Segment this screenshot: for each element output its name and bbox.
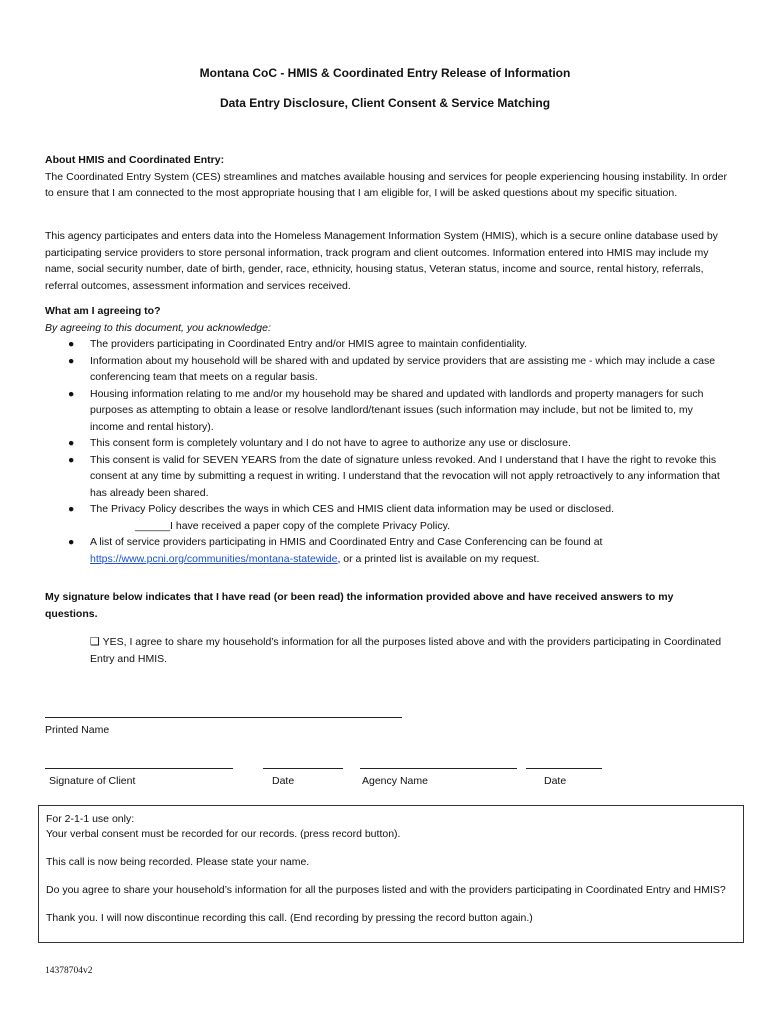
list-item: ● The providers participating in Coordinated Entry and/or HMIS agree to maintain confidentiality. (45, 336, 727, 353)
box-line-consent: Your verbal consent must be recorded for our records. (press record button). (46, 828, 401, 840)
bullet-icon: ● (68, 387, 75, 400)
date-label-1: Date (272, 775, 295, 787)
bullet-icon: ● (68, 536, 75, 548)
consent-text: YES, I agree to share my household’s information for all the purposes listed above and with the providers participating in Coordinated Entry and HMIS. (90, 636, 722, 665)
signature-statement: My signature below indicates that I have read (or been read) the information provided above and have received answers to my questions. (45, 591, 674, 620)
box-line-thanks: Thank you. I will now discontinue recording this call. (End recording by pressing the record button again.) (46, 912, 533, 924)
agency-name-label: Agency Name (362, 775, 428, 787)
about-paragraph-2: This agency participates and enters data into the Homeless Management Information System (HMIS), which is a secure online database used by participating service providers to store personal information, track program and client outcomes. Information entered into HMIS may include my name, social security number, date of birth, gender, race, ethnicity, housing status, Veteran status, income and source, rental history, referrals, referral outcomes, assessment information and services received. (45, 230, 718, 292)
list-item: ● This consent is valid for SEVEN YEARS from the date of signature unless revoked. And I understand that I have the right to revoke this consent at any time by submitting a request in writing. I understand that the revocation will not apply retroactively to any information that has already been shared. (68, 453, 720, 499)
two-one-one-box (38, 805, 744, 943)
consent-checkbox-row[interactable] (90, 634, 730, 667)
agree-section (45, 303, 727, 567)
box-line-recording: This call is now being recorded. Please state your name. (46, 856, 310, 868)
bullet-icon: ● (68, 354, 75, 367)
bullet-icon: ● (68, 453, 75, 466)
provider-list-link[interactable]: https://www.pcni.org/communities/montana-statewide (90, 552, 338, 565)
agree-intro: By agreeing to this document, you acknowledge: (45, 321, 271, 334)
list-item: ● This consent form is completely voluntary and I do not have to agree to authorize any use or disclosure. (45, 435, 727, 452)
document-title: Montana CoC - HMIS & Coordinated Entry Release of Information (199, 66, 571, 80)
signature-label: Signature of Client (49, 775, 136, 787)
signature-line[interactable] (45, 768, 233, 769)
about-section (45, 152, 727, 202)
bullet-icon: ● (68, 437, 75, 449)
bullet-icon: ● (68, 503, 75, 515)
date-line-2[interactable] (526, 768, 602, 769)
about-paragraph-1: The Coordinated Entry System (CES) streamlines and matches available housing and services for people experiencing housing instability. In order to ensure that I am connected to the most appropriate housing that I am eligible for, I will be asked questions about my specific situation. (45, 170, 727, 199)
list-item: ● Housing information relating to me and/or my household may be shared and updated with landlords and property managers for such purposes as attempting to obtain a lease or resolve landlord/tenant issues (such information may include, but not be limited to, my income and rental history). (68, 387, 704, 433)
about-heading: About HMIS and Coordinated Entry: (45, 154, 225, 166)
box-line-question: Do you agree to share your household’s information for all the purposes listed and with the providers participating in Coordinated Entry and HMIS? (46, 884, 726, 896)
checkbox-icon[interactable]: ❑ (90, 636, 100, 648)
date-label-2: Date (544, 775, 567, 787)
agency-name-line[interactable] (360, 768, 517, 769)
agree-heading: What am I agreeing to? (45, 305, 161, 317)
document-id: 14378704v2 (45, 966, 93, 976)
list-item: ● The Privacy Policy describes the ways in which CES and HMIS client data information may be used or disclosed. (45, 501, 727, 518)
acknowledgement-list (45, 336, 727, 567)
box-heading: For 2-1-1 use only: (46, 813, 135, 825)
list-item: ● Information about my household will be shared with and updated by service providers that are assisting me - which may include a case conferencing team that meets on a regular basis. (68, 354, 716, 383)
printed-name-label: Printed Name (45, 724, 110, 736)
printed-name-line[interactable] (45, 717, 402, 718)
list-item: ● A list of service providers participating in HMIS and Coordinated Entry and Case Conferencing can be found at https://www.pcni.org/communities/montana-statewide, or a printed list is available on my request. (68, 536, 603, 565)
privacy-copy-acknowledgement: ______I have received a paper copy of the complete Privacy Policy. (135, 519, 450, 532)
date-line-1[interactable] (263, 768, 343, 769)
document-subtitle: Data Entry Disclosure, Client Consent & Service Matching (219, 96, 551, 110)
bullet-icon: ● (68, 338, 75, 350)
